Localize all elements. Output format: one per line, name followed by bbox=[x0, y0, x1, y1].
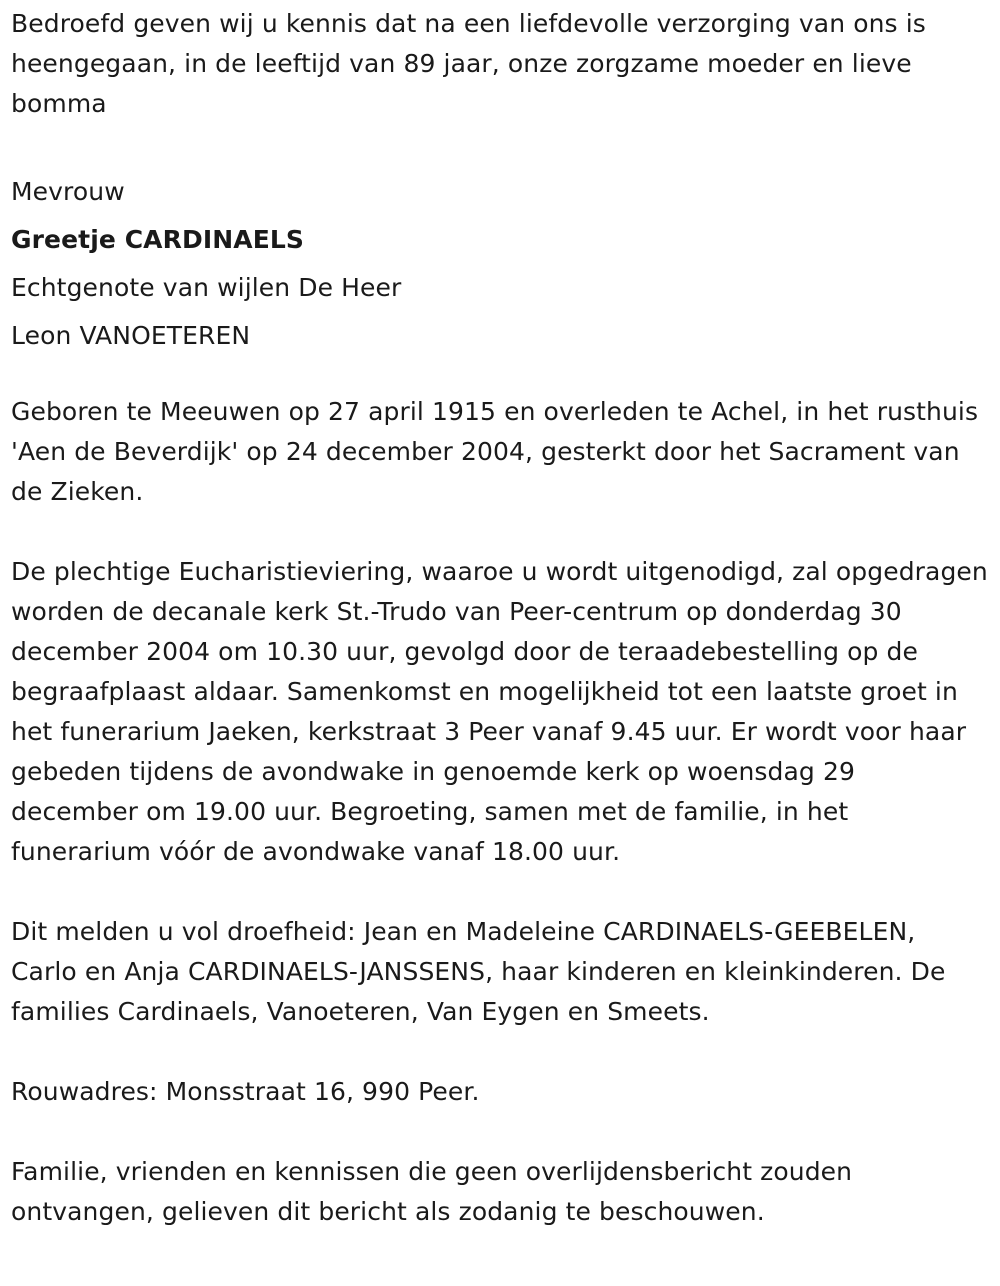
family-paragraph: Dit melden u vol droefheid: Jean en Madeleine CARDINAELS-GEEBELEN, Carlo en Anja CARDINAELS-JANSSENS, haar kinderen en kleinkinderen. De families Cardinaels, Vanoeteren, Van Eygen en Smeets. bbox=[11, 917, 946, 1026]
honorific: Mevrouw bbox=[11, 177, 125, 206]
spacer bbox=[11, 872, 989, 912]
spacer bbox=[11, 124, 989, 164]
spacer bbox=[11, 360, 989, 392]
spacer bbox=[11, 512, 989, 552]
spacer bbox=[11, 1112, 989, 1152]
spouse-line-1: Echtgenote van wijlen De Heer bbox=[11, 273, 402, 302]
mourning-address: Rouwadres: Monsstraat 16, 990 Peer. bbox=[11, 1077, 480, 1106]
ceremony-paragraph: De plechtige Eucharistieviering, waaroe u wordt uitgenodigd, zal opgedragen worden de decanale kerk St.-Trudo van Peer-centrum op donderdag 30 december 2004 om 10.30 uur, gevolgd door de teraadebestelling op de begraafplaast aldaar. Samenkomst en mogelijkheid tot een laatste groet in het funerarium Jaeken, kerkstraat 3 Peer vanaf 9.45 uur. Er wordt voor haar gebeden tijdens de avondwake in genoemde kerk op woensdag 29 december om 19.00 uur. Begroeting, samen met de familie, in het funerarium vóór de avondwake vanaf 18.00 uur. bbox=[11, 557, 988, 866]
spacer bbox=[11, 1032, 989, 1072]
deceased-name: Greetje CARDINAELS bbox=[11, 225, 305, 254]
closing-paragraph: Familie, vrienden en kennissen die geen overlijdensbericht zouden ontvangen, gelieven dit bericht als zodanig te beschouwen. bbox=[11, 1157, 853, 1226]
intro-paragraph: Bedroefd geven wij u kennis dat na een liefdevolle verzorging van ons is heengegaan, in de leeftijd van 89 jaar, onze zorgzame moeder en lieve bomma bbox=[11, 9, 926, 118]
spouse-line-2: Leon VANOETEREN bbox=[11, 321, 251, 350]
birth-death-paragraph: Geboren te Meeuwen op 27 april 1915 en overleden te Achel, in het rusthuis 'Aen de Beverdijk' op 24 december 2004, gesterkt door het Sacrament van de Zieken. bbox=[11, 397, 979, 506]
